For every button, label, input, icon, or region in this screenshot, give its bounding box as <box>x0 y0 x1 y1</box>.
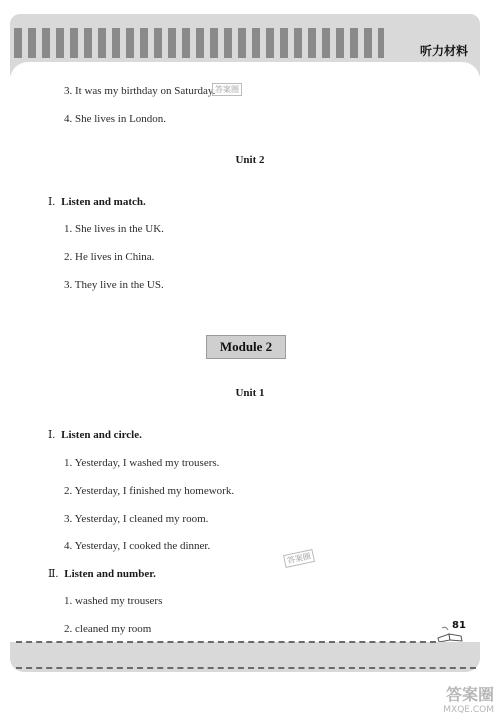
footer-dashed-line <box>16 641 436 643</box>
list-item: 2. He lives in China. <box>64 251 155 263</box>
unit-heading: Unit 2 <box>235 154 265 166</box>
section-heading <box>48 428 142 441</box>
header-title: 听力材料 <box>416 42 472 59</box>
footer-dashed-line <box>16 667 476 669</box>
section-number: Ⅱ. <box>48 568 59 580</box>
watermark-url: MXQE.COM <box>443 705 494 715</box>
list-item: 2. cleaned my room <box>64 623 152 635</box>
module-title: Module 2 <box>206 335 286 359</box>
list-item: 1. Yesterday, I washed my trousers. <box>64 457 220 469</box>
section-number: Ⅰ. <box>48 196 56 208</box>
header-inner-curve <box>10 62 480 84</box>
section-title: Listen and number. <box>64 568 156 580</box>
list-item: 4. Yesterday, I cooked the dinner. <box>64 540 211 552</box>
list-item: 4. She lives in London. <box>64 113 167 125</box>
list-item: 1. She lives in the UK. <box>64 223 164 235</box>
stamp: 答案圈 <box>212 83 242 96</box>
page-number: 81 <box>452 620 466 631</box>
stamp: 答案圈 <box>283 549 315 568</box>
section-heading <box>48 567 156 580</box>
section-heading <box>48 195 146 208</box>
section-title: Listen and circle. <box>61 429 142 441</box>
unit-heading: Unit 1 <box>235 387 265 399</box>
watermark-logo: 答案圈 <box>445 685 494 704</box>
list-item: 3. They live in the US. <box>64 279 164 291</box>
list-item: 3. Yesterday, I cleaned my room. <box>64 513 209 525</box>
list-item: 1. washed my trousers <box>64 595 163 607</box>
list-item: 2. Yesterday, I finished my homework. <box>64 485 235 497</box>
watermark <box>443 682 494 715</box>
list-item: 3. It was my birthday on Saturday. <box>64 85 216 97</box>
section-number: Ⅰ. <box>48 429 56 441</box>
header-stripes <box>14 28 384 58</box>
section-title: Listen and match. <box>61 196 146 208</box>
